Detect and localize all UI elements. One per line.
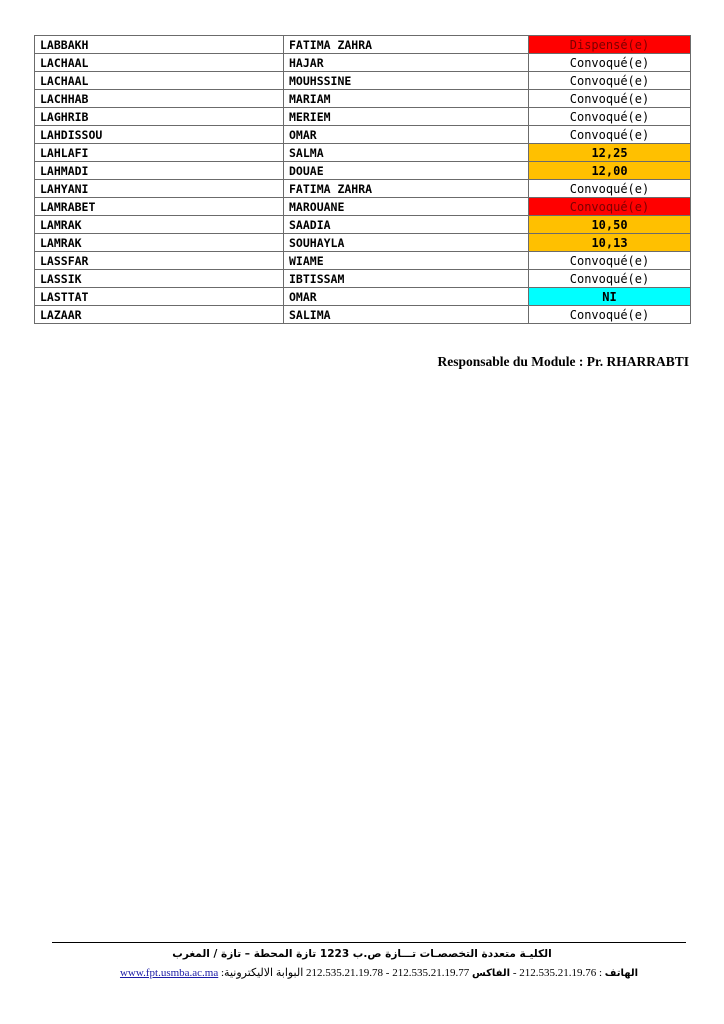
- last-name-cell: LASSFAR: [35, 252, 284, 270]
- status-cell: 12,25: [529, 144, 691, 162]
- first-name-cell: SALMA: [284, 144, 529, 162]
- status-cell: Convoqué(e): [529, 72, 691, 90]
- last-name-cell: LAMRAK: [35, 216, 284, 234]
- table-row: [35, 198, 691, 216]
- status-cell: Convoqué(e): [529, 252, 691, 270]
- footer-divider: [52, 942, 686, 943]
- table-row: [35, 216, 691, 234]
- last-name-cell: LACHAAL: [35, 72, 284, 90]
- status-cell: Convoqué(e): [529, 90, 691, 108]
- fax-number: 212.535.21.19.77 - 212.535.21.19.78: [306, 967, 470, 979]
- status-cell: 10,50: [529, 216, 691, 234]
- status-cell: Convoqué(e): [529, 54, 691, 72]
- first-name-cell: MOUHSSINE: [284, 72, 529, 90]
- website-link[interactable]: www.fpt.usmba.ac.ma: [119, 967, 219, 979]
- table-row: [35, 288, 691, 306]
- status-cell: Convoqué(e): [529, 180, 691, 198]
- table-row: [35, 108, 691, 126]
- status-cell: 12,00: [529, 162, 691, 180]
- first-name-cell: OMAR: [284, 126, 529, 144]
- table-row: [35, 144, 691, 162]
- status-cell: Convoqué(e): [529, 126, 691, 144]
- table-row: [35, 54, 691, 72]
- last-name-cell: LASSIK: [35, 270, 284, 288]
- status-cell: NI: [529, 288, 691, 306]
- status-cell: Convoqué(e): [529, 198, 691, 216]
- table-row: [35, 126, 691, 144]
- table-row: [35, 306, 691, 324]
- last-name-cell: LAHMADI: [35, 162, 284, 180]
- table-row: [35, 252, 691, 270]
- last-name-cell: LAMRAK: [35, 234, 284, 252]
- student-results-table: [34, 35, 691, 324]
- phone-label: الهاتف: [604, 968, 638, 979]
- first-name-cell: SAADIA: [284, 216, 529, 234]
- status-cell: Convoqué(e): [529, 108, 691, 126]
- table-row: [35, 180, 691, 198]
- status-cell: Dispensé(e): [529, 36, 691, 54]
- table-row: [35, 162, 691, 180]
- fax-label: الفاكس: [471, 968, 511, 979]
- first-name-cell: IBTISSAM: [284, 270, 529, 288]
- status-cell: Convoqué(e): [529, 270, 691, 288]
- last-name-cell: LAMRABET: [35, 198, 284, 216]
- phone-number: : 212.535.21.19.76 -: [512, 967, 603, 979]
- last-name-cell: LACHHAB: [35, 90, 284, 108]
- first-name-cell: HAJAR: [284, 54, 529, 72]
- portal-label: البوابة الاليكترونية:: [221, 967, 304, 979]
- last-name-cell: LAGHRIB: [35, 108, 284, 126]
- first-name-cell: MARIAM: [284, 90, 529, 108]
- first-name-cell: FATIMA ZAHRA: [284, 36, 529, 54]
- table-row: [35, 72, 691, 90]
- status-cell: 10,13: [529, 234, 691, 252]
- first-name-cell: FATIMA ZAHRA: [284, 180, 529, 198]
- table-body: [35, 36, 691, 324]
- table-row: [35, 36, 691, 54]
- table-row: [35, 234, 691, 252]
- module-responsible-signature: Responsable du Module : Pr. RHARRABTI: [437, 354, 689, 369]
- first-name-cell: SOUHAYLA: [284, 234, 529, 252]
- last-name-cell: LAHYANI: [35, 180, 284, 198]
- table-row: [35, 90, 691, 108]
- last-name-cell: LAZAAR: [35, 306, 284, 324]
- last-name-cell: LASTTAT: [35, 288, 284, 306]
- first-name-cell: SALIMA: [284, 306, 529, 324]
- first-name-cell: OMAR: [284, 288, 529, 306]
- footer-contact: [92, 966, 638, 979]
- last-name-cell: LABBAKH: [35, 36, 284, 54]
- last-name-cell: LAHLAFI: [35, 144, 284, 162]
- first-name-cell: MERIEM: [284, 108, 529, 126]
- status-cell: Convoqué(e): [529, 306, 691, 324]
- last-name-cell: LACHAAL: [35, 54, 284, 72]
- first-name-cell: MAROUANE: [284, 198, 529, 216]
- first-name-cell: DOUAE: [284, 162, 529, 180]
- footer-address: الكليـة متعددة التخصصـات تـــازة ص.ب 1223 تازة المحطة – تازة / المغرب: [172, 948, 552, 960]
- table-row: [35, 270, 691, 288]
- last-name-cell: LAHDISSOU: [35, 126, 284, 144]
- first-name-cell: WIAME: [284, 252, 529, 270]
